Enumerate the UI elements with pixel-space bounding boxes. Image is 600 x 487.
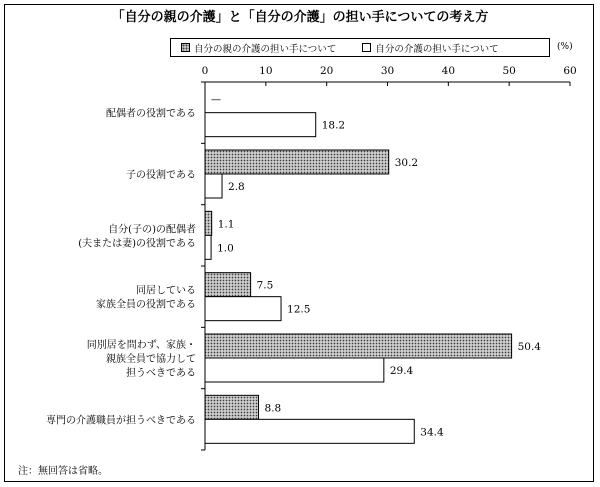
footnote: 注：無回答は省略。: [18, 466, 108, 477]
category-label: 配偶者の役割である: [106, 108, 196, 120]
bar-parent-care: [205, 211, 212, 235]
x-tick-label: 30: [380, 65, 395, 77]
category-label: 子の役割である: [126, 170, 196, 181]
bar-own-care: [205, 235, 211, 259]
bar-own-care: [205, 297, 281, 321]
data-label: 34.4: [420, 426, 444, 439]
category-label: 担うべきである: [126, 368, 196, 379]
data-label: 30.2: [394, 157, 419, 169]
x-tick-label: 0: [201, 65, 209, 77]
data-label: 1.0: [217, 242, 234, 255]
bar-parent-care: [205, 334, 512, 358]
unit-label: (%): [557, 42, 573, 52]
data-label: 2.8: [228, 181, 245, 193]
data-label: 1.1: [217, 218, 235, 231]
x-tick-label: 40: [441, 65, 456, 77]
data-label: 18.2: [321, 119, 346, 132]
legend-label-parent: 自分の親の介護の担い手について: [194, 43, 337, 55]
bar-own-care: [205, 174, 222, 198]
x-tick-label: 50: [502, 65, 516, 77]
chart-title: 「自分の親の介護」と「自分の介護」の担い手についての考え方: [111, 10, 489, 25]
category-label: (夫または妻)の役割である: [78, 238, 196, 250]
data-label: 50.4: [517, 341, 541, 353]
category-label: 自分(子の)の配偶者: [108, 224, 196, 236]
data-label: 8.8: [264, 402, 282, 415]
data-label: 12.5: [287, 303, 311, 316]
legend-label-self: 自分の介護の担い手について: [375, 43, 499, 55]
bar-own-care: [205, 419, 414, 443]
x-tick-label: 20: [319, 65, 334, 77]
category-label: 同居している: [136, 285, 196, 297]
category-label: 親族全員で協力して: [106, 354, 196, 365]
bar-own-care: [205, 358, 384, 382]
category-label: 家族全員の役割である: [96, 299, 196, 311]
data-label: 29.4: [389, 365, 414, 377]
x-tick-label: 60: [563, 65, 577, 77]
category-label: 専門の介護職員が担うべきである: [46, 415, 196, 427]
data-label: —: [211, 94, 221, 106]
bar-parent-care: [205, 273, 251, 297]
data-label: 7.5: [256, 279, 274, 292]
x-tick-label: 10: [259, 65, 273, 77]
bar-own-care: [205, 113, 316, 137]
category-label: 同別居を問わず、家族・: [86, 340, 196, 351]
bar-parent-care: [205, 150, 389, 174]
bar-parent-care: [205, 395, 259, 419]
